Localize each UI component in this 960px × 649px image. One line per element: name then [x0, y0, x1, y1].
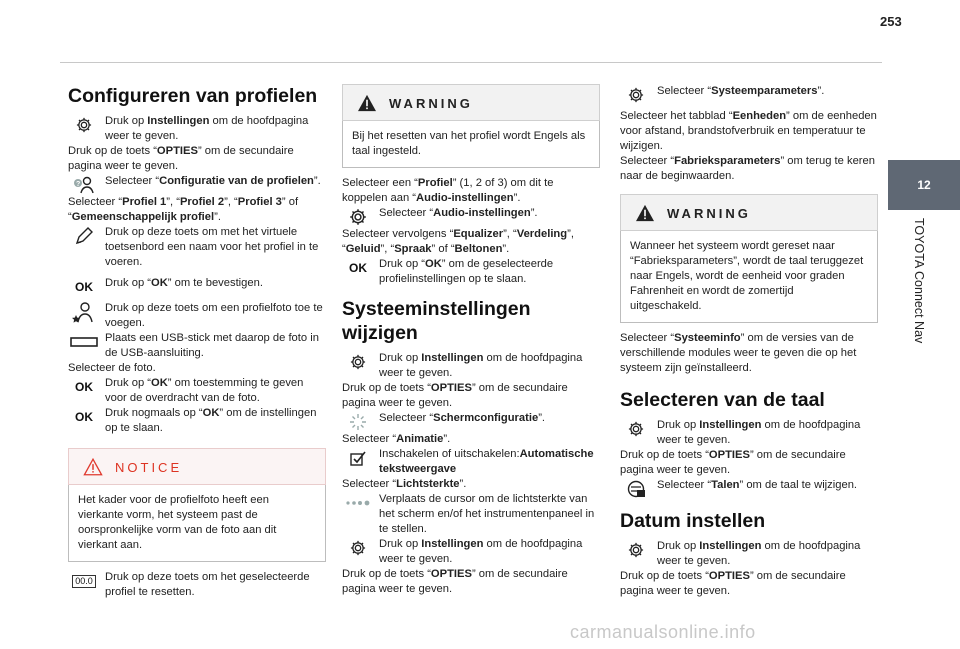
- text-system-info: Selecteer “Systeeminfo” om de versies van de verschillende modules weer te geven die op het systeem zijn geïnstalleerd.: [620, 332, 857, 374]
- step-ok-transfer: OK Druk op “OK” om toestemming te geven voor de overdracht van de foto.: [68, 376, 326, 406]
- text-animation: Selecteer “Animatie”.: [342, 433, 451, 445]
- step-brightness: Verplaats de cursor om de lichtsterkte van het scherm en/of het instrumentenpaneel in te stellen.: [342, 492, 600, 537]
- ok-icon[interactable]: OK: [349, 260, 367, 275]
- warning-box: [342, 84, 600, 168]
- screen-config-icon: [344, 411, 372, 433]
- column-1: [68, 84, 326, 600]
- settings-gear-icon: [622, 539, 650, 561]
- text-brightness: Selecteer “Lichtsterkte”.: [342, 478, 467, 490]
- text-audio-options: Selecteer vervolgens “Equalizer”, “Verdeling”, “Geluid”, “Spraak” of “Beltonen”.: [342, 228, 574, 255]
- step-profile-config: ? Selecteer “Configuratie van de profielen”.: [68, 174, 326, 189]
- step-auto-text: Inschakelen of uitschakelen:Automatische tekstweergave: [342, 447, 600, 477]
- heading-system: Systeeminstellingen wijzigen: [342, 298, 531, 344]
- warning-icon: [635, 204, 655, 222]
- language-icon: [622, 478, 650, 500]
- text-options: Druk op de toets “OPTIES” om de secundaire pagina weer te geven.: [620, 449, 846, 476]
- step-audio: Selecteer “Audio-instellingen”.: [342, 206, 600, 221]
- checkbox-icon[interactable]: [344, 447, 372, 469]
- text-options-2: Druk op de toets “OPTIES” om de secundaire pagina weer te geven.: [342, 568, 568, 595]
- heading-language: Selecteren van de taal: [620, 389, 825, 411]
- text-options: Druk op de toets “OPTIES” om de secundaire pagina weer te geven.: [342, 382, 568, 409]
- notice-warning-icon: [83, 458, 103, 476]
- audio-settings-icon: [344, 206, 372, 228]
- warning-label: WARNING: [667, 205, 751, 221]
- text-options: Druk op de toets “OPTIES” om de secundaire pagina weer te geven.: [68, 145, 294, 172]
- header-rule: [60, 62, 882, 63]
- ok-icon[interactable]: OK: [75, 409, 93, 424]
- pencil-icon: [70, 225, 98, 247]
- settings-gear-icon: [344, 351, 372, 373]
- column-3: [620, 84, 878, 599]
- settings-gear-icon: [70, 114, 98, 136]
- step-settings: Druk op Instellingen om de hoofdpagina weer te geven.: [620, 418, 878, 448]
- heading-date: Datum instellen: [620, 510, 766, 532]
- profiles-icon: [70, 174, 98, 196]
- text-select-profile: Selecteer “Profiel 1”, “Profiel 2”, “Profiel 3” of “Gemeenschappelijk profiel”.: [68, 196, 299, 223]
- text-options-date: Druk op de toets “OPTIES” om de secundaire pagina weer te geven.: [620, 570, 846, 597]
- notice-box: [68, 448, 326, 562]
- warning-box: [620, 194, 878, 323]
- step-settings-2: Druk op Instellingen om de hoofdpagina weer te geven.: [342, 537, 600, 567]
- reset-icon[interactable]: 00.0: [70, 570, 98, 592]
- footer-watermark: carmanualsonline.info: [570, 622, 756, 642]
- notice-label: NOTICE: [115, 459, 183, 475]
- step-photo: Druk op deze toets om een profielfoto toe te voegen.: [68, 301, 326, 331]
- step-languages: Selecteer “Talen” om de taal te wijzigen.: [620, 478, 878, 493]
- ok-icon[interactable]: OK: [75, 379, 93, 394]
- step-settings-date: Druk op Instellingen om de hoofdpagina weer te geven.: [620, 539, 878, 569]
- system-settings-icon: [622, 84, 650, 106]
- step-ok-save: OK Druk nogmaals op “OK” om de instellingen op te slaan.: [68, 406, 326, 436]
- step-screen-config: Selecteer “Schermconfiguratie”.: [342, 411, 600, 426]
- text-factory: Selecteer “Fabrieksparameters” om terug te keren naar de beginwaarden.: [620, 155, 875, 182]
- notice-text: Het kader voor de profielfoto heeft een vierkante vorm, het systeem past de oorspronkelijke vorm van de foto aan dit vierkant aan.: [68, 485, 326, 562]
- step-settings: Druk op Instellingen om de hoofdpagina weer te geven.: [342, 351, 600, 381]
- text-units: Selecteer het tabblad “Eenheden” om de eenheden voor afstand, brandstofverbruik en temperatuur te wijzigen.: [620, 110, 877, 152]
- svg-text:?: ?: [76, 181, 81, 188]
- add-photo-icon: [70, 301, 98, 323]
- heading-profiles: Configureren van profielen: [68, 85, 318, 107]
- warning-icon: [357, 94, 377, 112]
- usb-icon: [70, 331, 98, 353]
- settings-gear-icon: [622, 418, 650, 440]
- chapter-tab[interactable]: 12: [888, 160, 960, 210]
- step-name: Druk op deze toets om met het virtuele toetsenbord een naam voor het profiel in te voeren.: [68, 225, 326, 270]
- page-number: 253: [880, 14, 902, 29]
- chapter-title: TOYOTA Connect Nav: [912, 218, 926, 344]
- step-ok-confirm: OK Druk op “OK” om te bevestigen.: [68, 276, 326, 291]
- warning-text: Wanneer het systeem wordt gereset naar “Fabrieksparameters”, wordt de taal teruggezet naar Engels, wordt de eenheid voor graden Fahrenheit en wordt de zomertijd uitgeschakeld.: [620, 231, 878, 323]
- step-ok-profile: OK Druk op “OK” om de geselecteerde profielinstellingen op te slaan.: [342, 257, 600, 287]
- brightness-slider-icon[interactable]: [344, 492, 372, 514]
- text-select-photo: Selecteer de foto.: [68, 362, 156, 374]
- ok-icon[interactable]: OK: [75, 279, 93, 294]
- column-2: [342, 84, 600, 597]
- warning-label: WARNING: [389, 95, 473, 111]
- step-usb: Plaats een USB-stick met daarop de foto in de USB-aansluiting.: [68, 331, 326, 361]
- settings-gear-icon: [344, 537, 372, 559]
- step-settings: Druk op Instellingen om de hoofdpagina weer te geven.: [68, 114, 326, 144]
- step-system-params: Selecteer “Systeemparameters”.: [620, 84, 878, 99]
- warning-text: Bij het resetten van het profiel wordt Engels als taal ingesteld.: [342, 121, 600, 168]
- text-select-profile-audio: Selecteer een “Profiel” (1, 2 of 3) om dit te koppelen aan “Audio-instellingen”.: [342, 177, 554, 204]
- step-reset: 00.0 Druk op deze toets om het geselecteerde profiel te resetten.: [68, 570, 326, 600]
